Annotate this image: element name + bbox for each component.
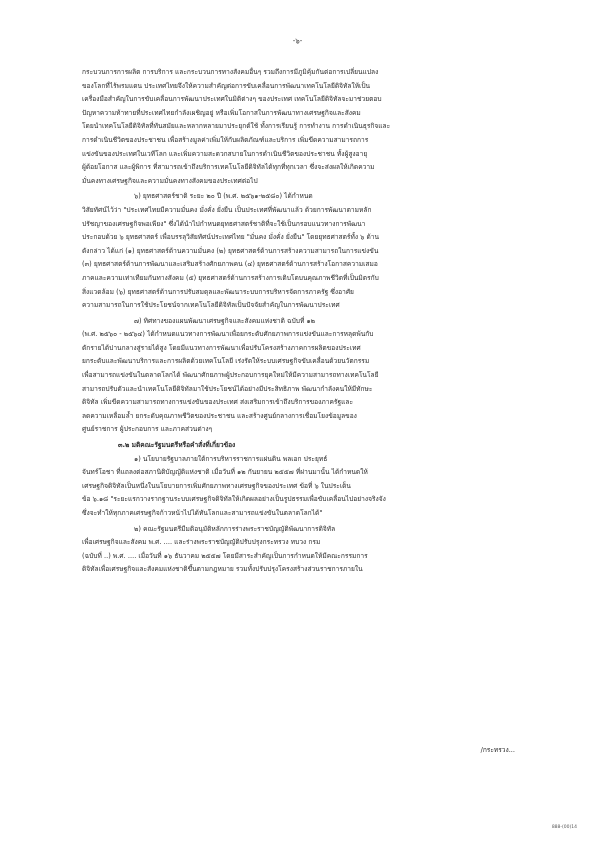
text-line: (๓) ยุทธศาสตร์ด้านการพัฒนาและเสริมสร้างศักยภาพคน (๔) ยุทธศาสตร์ด้านการสร้างโอกาสความเสมอ [82, 260, 378, 269]
text-line: ๗) ทิศทางของแผนพัฒนาเศรษฐกิจและสังคมแห่งชาติ ฉบับที่ ๑๒ [134, 316, 316, 325]
text-line: เครื่องมือสำคัญในการขับเคลื่อนการพัฒนาประเทศในมิติต่างๆ ของประเทศ เทคโนโลยีดิจิทัลจะมาช่วยตอบ [82, 95, 382, 104]
text-line: เพื่อสามารถแข่งขันในตลาดโลกได้ พัฒนาศักยภาพผู้ประกอบการยุคใหม่ให้มีความสามารถทางเทคโนโลยี [82, 371, 379, 380]
text-line: ผู้ด้อยโอกาส และผู้พิการ ที่สามารถเข้าถึงบริการเทคโนโลยีดิจิทัลได้ทุกที่ทุกเวลา ซึ่งจะส่งผลให้เกิดความ [82, 163, 375, 172]
text-line: (พ.ศ. ๒๕๖๐ - ๒๕๖๔) ได้กำหนดแนวทางการพัฒนาเพื่อยกระดับศักยภาพการแข่งขันและการหลุดพ้นกับ [82, 330, 374, 339]
continuation-marker: /กระทรวง... [480, 746, 515, 754]
text-line: เศรษฐกิจดิจิทัลเป็นหนึ่งในนโยบายการเพิ่มศักยภาพทางเศรษฐกิจของประเทศ ข้อที่ ๖ ในประเด็น [82, 481, 351, 490]
page-number: -๖- [292, 37, 303, 45]
text-line: ดิจิทัลเพื่อเศรษฐกิจและสังคมแห่งชาติขึ้นตามกฎหมาย รวมทั้งปรับปรุงโครงสร้างส่วนราชการภายใน [82, 565, 363, 574]
text-line: ซึ่งจะทำให้ทุกภาคเศรษฐกิจก้าวหน้าไปได้ทันโลกและสามารถแข่งขันในตลาดโลกได้" [82, 509, 323, 517]
text-line: ลดความเหลื่อมล้ำ ยกระดับคุณภาพชีวิตของประชาชน และสร้างศูนย์กลางการเชื่อมโยงข้อมูลของ [82, 411, 357, 420]
text-line: ๒) คณะรัฐมนตรีมีมติอนุมัติหลักการร่างพระราชบัญญัติพัฒนาการดิจิทัล [134, 524, 336, 533]
text-line: ปัญหาความท้าทายที่ประเทศไทยกำลังเผชิญอยู่ หรือเพิ่มโอกาสในการพัฒนาทางเศรษฐกิจและสังคม [82, 108, 361, 117]
text-line: การดำเนินชีวิตของประชาชน เพื่อสร้างมูลค่าเพิ่มให้กับผลิตภัณฑ์และบริการ เพิ่มขีดความสามารถการ [82, 135, 369, 144]
text-line: ภาคและความเท่าเทียมกันทางสังคม (๕) ยุทธศาสตร์ด้านการสร้างการเติบโตบนคุณภาพชีวิตที่เป็นมิตรกับ [82, 273, 379, 282]
paragraph-government-policy [82, 453, 514, 521]
text-line: ดิจิทัล เพิ่มขีดความสามารถทางการแข่งขันของประเทศ ส่งเสริมการเข้าถึงบริการของภาครัฐและ [82, 398, 354, 407]
text-line: ศูนย์ราชการ ผู้ประกอบการ และภาคส่วนต่างๆ [82, 425, 213, 434]
text-line: โดยนำเทคโนโลยีดิจิทัลที่ทันสมัยและหลากหลายมาประยุกต์ใช้ ทั้งการเรียนรู้ การทำงาน การดำเนินธุรกิจและ [82, 122, 391, 131]
text-line: ๑) นโยบายรัฐบาลภายใต้การบริหารราชการแผ่นดิน พลเอก ประยุทธ์ [134, 454, 328, 463]
text-line: มั่นคงทางเศรษฐกิจและความมั่นคงทางสังคมของประเทศต่อไป [82, 176, 258, 185]
text-line: แข่งขันของประเทศในเวทีโลก และเพิ่มความสะดวกสบายในการดำเนินชีวิตของประชาชน ทั้งผู้สูงอายุ [82, 149, 368, 158]
text-line: ปรัชญาของเศรษฐกิจพอเพียง" ซึ่งได้นำไปกำหนดยุทธศาสตร์ชาติที่จะใช้เป็นกรอบแนวทางการพัฒนา [82, 219, 366, 228]
text-line: (ฉบับที่ ..) พ.ศ. .... เมื่อวันที่ ๑๖ ธันวาคม ๒๕๕๗ โดยมีสาระสำคัญเป็นการกำหนดให้มีคณะกรรมการ [82, 551, 368, 560]
document-body [82, 66, 514, 577]
section-heading: ๓.๒ มติคณะรัฐมนตรีหรือคำสั่งที่เกี่ยวข้อง [118, 441, 236, 450]
text-line: ยกระดับและพัฒนาบริการและการผลิตด้วยเทคโนโลยี เร่งรัดให้ระบบเศรษฐกิจขับเคลื่อนด้วยนวัตกรรม [82, 357, 370, 366]
text-line: ประกอบด้วย ๖ ยุทธศาสตร์ เพื่อบรรลุวิสัยทัศน์ประเทศไทย "มั่นคง มั่งคั่ง ยั่งยืน" โดยยุทธศาสตร์ทั้ง ๖ ด้าน [82, 233, 380, 242]
text-line: วิสัยทัศน์ไว้ว่า "ประเทศไทยมีความมั่นคง มั่งคั่ง ยั่งยืน เป็นประเทศที่พัฒนาแล้ว ด้วยการพัฒนาตามหลัก [82, 205, 372, 214]
paragraph-national-plan-12 [82, 315, 514, 437]
text-line: ดักรายได้ปานกลางสู่รายได้สูง โดยมีแนวทางการพัฒนาเพื่อปรับโครงสร้างภาคการผลิตของประเทศ [82, 343, 361, 352]
text-line: ดังกล่าว ได้แก่ (๑) ยุทธศาสตร์ด้านความมั่นคง (๒) ยุทธศาสตร์ด้านการสร้างความสามารถในการแข่งขัน [82, 246, 379, 255]
paragraph-cabinet-resolution [82, 523, 514, 577]
text-line: ข้อ ๖.๑๘ "ระยะแรกวางรากฐานระบบเศรษฐกิจดิจิทัลให้เกิดผลอย่างเป็นรูปธรรมเพื่อขับเคลื่อนไปอย่างจริงจัง [82, 495, 386, 504]
text-line: สิ่งแวดล้อม (๖) ยุทธศาสตร์ด้านการปรับสมดุลและพัฒนาระบบการบริหารจัดการภาครัฐ ซึ่งอาศัย [82, 287, 354, 296]
text-line: ของโลกที่ไร้พรมแดน ประเทศไทยจึงให้ความสำคัญต่อการขับเคลื่อนการพัฒนาเทคโนโลยีดิจิทัลให้เป็น [82, 81, 371, 90]
text-line: เพื่อเศรษฐกิจและสังคม พ.ศ. .... และร่างพระราชบัญญัติปรับปรุงกระทรวง ทบวง กรม [82, 538, 321, 547]
text-line: สามารถปรับตัวและนำเทคโนโลยีดิจิทัลมาใช้ประโยชน์ได้อย่างมีประสิทธิภาพ พัฒนากำลังคนให้มีทักษะ [82, 384, 373, 393]
text-line: ๖) ยุทธศาสตร์ชาติ ระยะ ๒๐ ปี (พ.ศ. ๒๕๖๑-๒๕๘๐) ได้กำหนด [134, 192, 313, 201]
paragraph-national-strategy [82, 190, 514, 312]
text-line: จันทร์โอชา ที่แถลงต่อสภานิติบัญญัติแห่งชาติ เมื่อวันที่ ๑๒ กันยายน ๒๕๕๗ ที่ผ่านมานั้น ได้กำหนดให้ [82, 468, 368, 477]
text-line: ความสามารถในการใช้ประโยชน์จากเทคโนโลยีดิจิทัลเป็นปัจจัยสำคัญในการพัฒนาประเทศ [82, 301, 340, 310]
footer-code: 888-(00)14 [551, 825, 577, 830]
paragraph-digital-development [82, 66, 514, 188]
text-line: กระบวนการการผลิต การบริการ และกระบวนการทางสังคมอื่นๆ รวมถึงการมีภูมิคุ้มกันต่อการเปลี่ยนแปลง [82, 68, 379, 76]
